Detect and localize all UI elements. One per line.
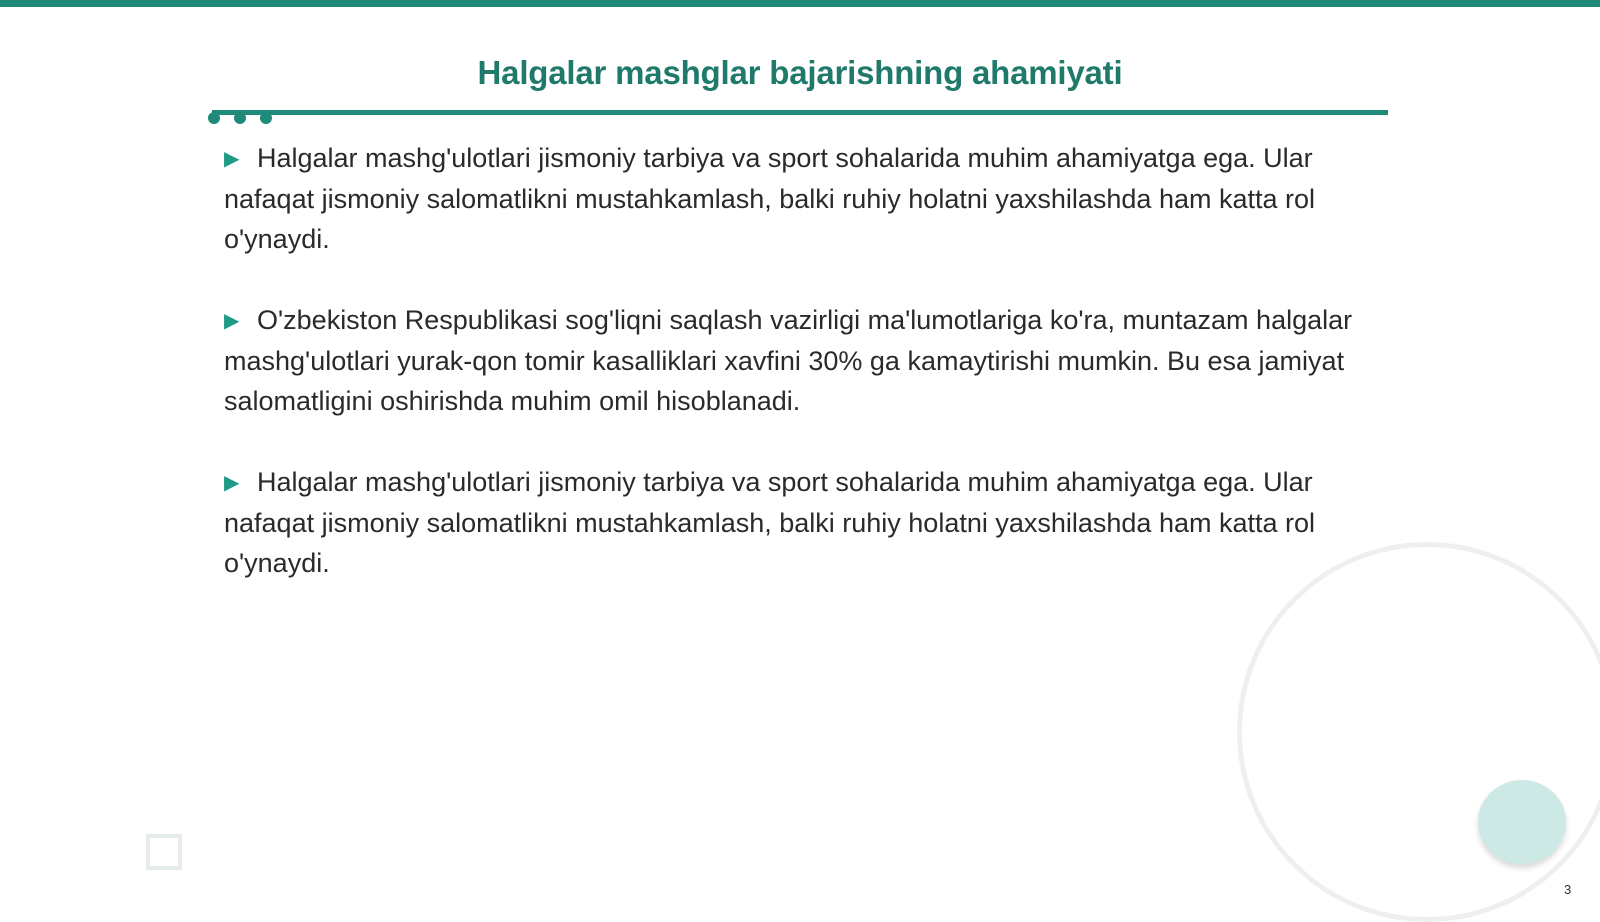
- bullet-paragraph-2: [224, 300, 1384, 421]
- page-number: 3: [1564, 882, 1572, 897]
- title-underline: [212, 110, 1388, 115]
- slide-body: [224, 138, 1384, 624]
- triangle-bullet-icon: ▶: [224, 310, 240, 332]
- decor-circle: [1478, 780, 1566, 864]
- paragraph-text: O'zbekiston Respublikasi sog'liqni saqlash vazirligi ma'lumotlariga ko'ra, muntazam halgalar mashg'ulotlari yurak-qon tomir kasalliklari xavfini 30% ga kamaytirishi mumkin. Bu esa jamiyat salomatligini oshirishda muhim omil hisoblanadi.: [224, 305, 1353, 416]
- decor-square: [146, 834, 182, 870]
- bullet-paragraph-1: [224, 138, 1384, 259]
- top-accent-bar: [0, 0, 1600, 7]
- decor-dot: [234, 112, 246, 124]
- bullet-paragraph-3: [224, 462, 1384, 583]
- decor-ring: [1237, 542, 1600, 922]
- decor-dot: [208, 112, 220, 124]
- triangle-bullet-icon: ▶: [224, 472, 240, 494]
- decor-dot: [260, 112, 272, 124]
- paragraph-text: Halgalar mashg'ulotlari jismoniy tarbiya va sport sohalarida muhim ahamiyatga ega. Ular nafaqat jismoniy salomatlikni mustahkamlash, balki ruhiy holatni yaxshilashda ham katta rol o'ynaydi.: [224, 467, 1316, 578]
- triangle-bullet-icon: ▶: [224, 148, 240, 170]
- paragraph-text: Halgalar mashg'ulotlari jismoniy tarbiya va sport sohalarida muhim ahamiyatga ega. Ular nafaqat jismoniy salomatlikni mustahkamlash, balki ruhiy holatni yaxshilashda ham katta rol o'ynaydi.: [224, 143, 1316, 254]
- slide-title: Halgalar mashglar bajarishning ahamiyati: [477, 54, 1123, 91]
